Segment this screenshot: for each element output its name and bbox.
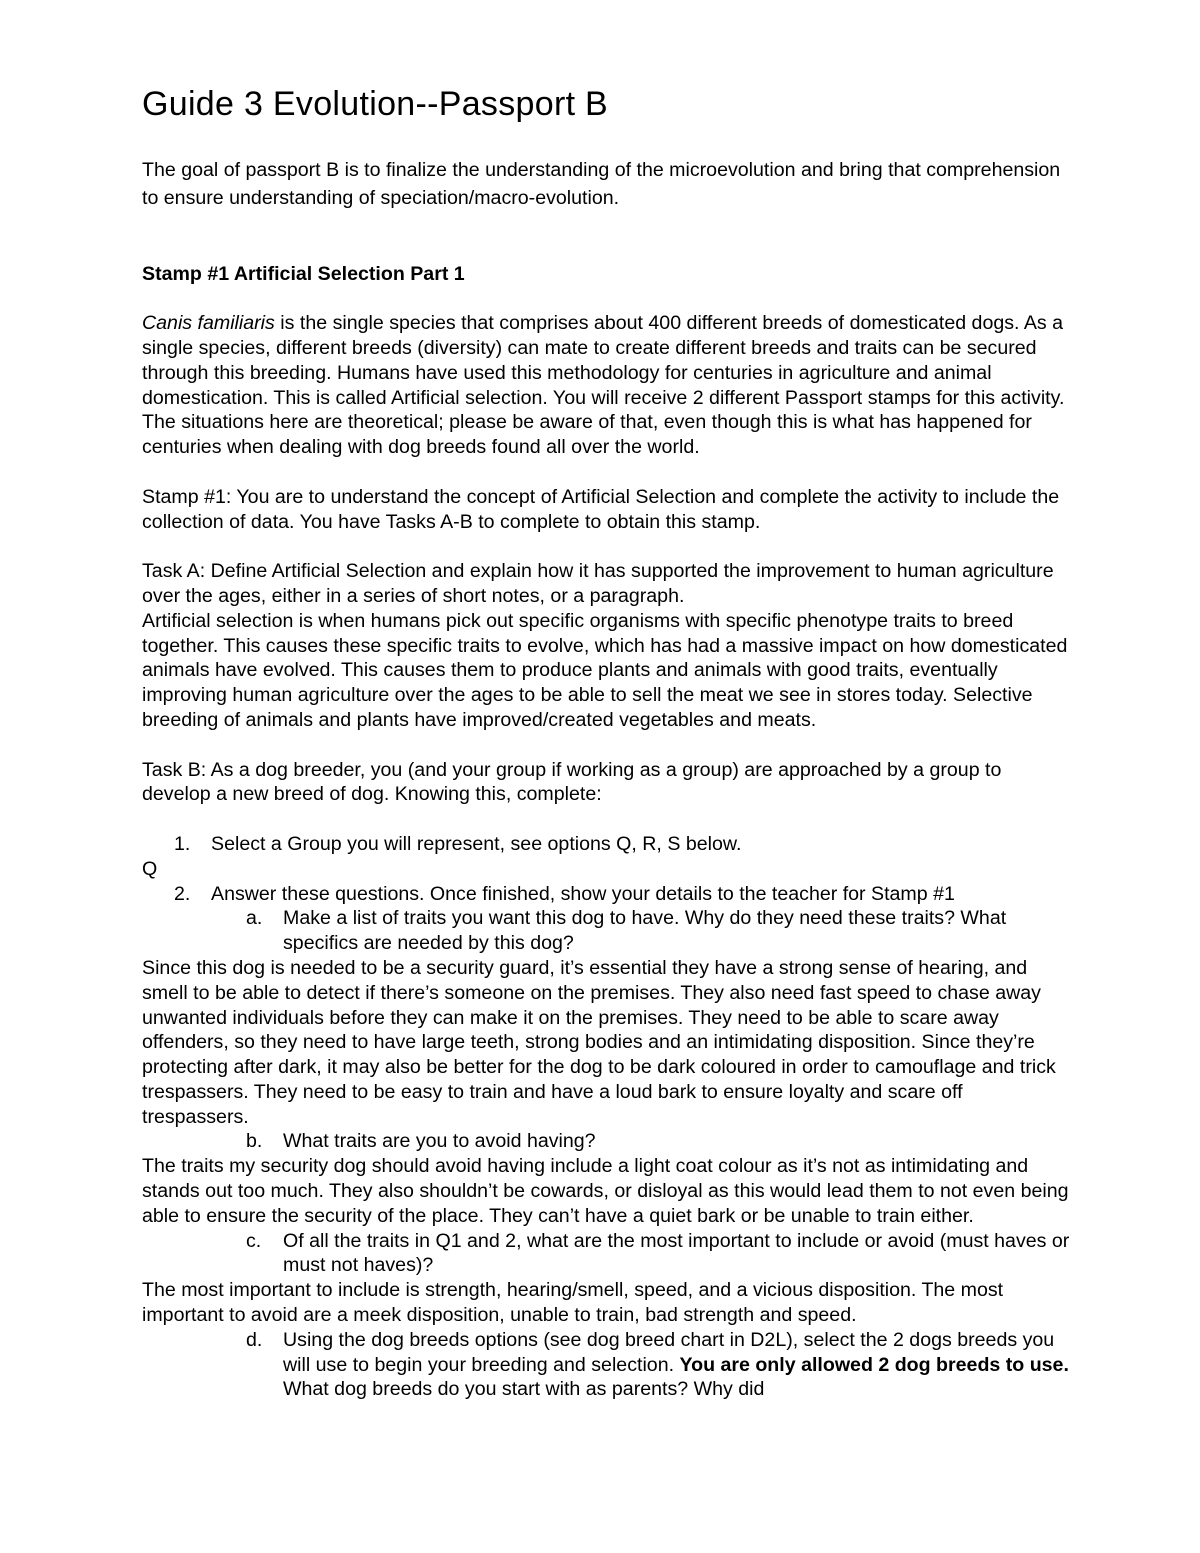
sub-question: Of all the traits in Q1 and 2, what are the most important to include or avoid (must haves or must not haves)? [283,1229,1070,1277]
sub-letter: b. [246,1130,263,1153]
task-a-prompt: Task A: Define Artificial Selection and explain how it has supported the improvement to human agriculture over the ages, either in a series of short notes, or a paragraph. [142,560,1054,607]
list-text: Select a Group you will represent, see options Q, R, S below. [211,832,742,855]
document-title: Guide 3 Evolution--Passport B [142,85,609,123]
sub-question: What traits are you to avoid having? [283,1130,596,1153]
canis-paragraph-text: is the single species that comprises about 400 different breeds of domesticated dogs. As a single species, different breeds (diversity) can mate to create different breeds and traits can be secured through this breeding. Humans have used this methodology for centuries in agriculture and animal domestication. This is called Artificial selection. You will receive 2 different Passport stamps for this activity. The situations here are theoretical; please be aware of that, even though this is what has happened for centuries when dealing with dog breeds found all over the world. [142,312,1065,459]
task-a-answer: Artificial selection is when humans pick out specific organisms with specific phenotype traits to breed together. This causes these specific traits to evolve, which has had a massive impact on how domesticated animals have evolved. This causes them to produce plants and animals with good traits, eventually improving human agriculture over the ages to be able to sell the meat we see in stores today. Selective breeding of animals and plants have improved/created vegetables and meats. [142,609,1068,731]
sub-item-a [142,906,1072,956]
task-b-prompt: Task B: As a dog breeder, you (and your group if working as a group) are approached by a group to develop a new breed of dog. Knowing this, complete: [142,758,1002,806]
document-body [142,84,1072,1402]
sub-d-question-end: What dog breeds do you start with as parents? Why did [283,1378,765,1401]
list-text: Answer these questions. Once finished, show your details to the teacher for Stamp #1 [211,882,955,905]
canis-paragraph [142,311,1072,460]
sub-letter: a. [246,907,263,930]
sub-question [283,1329,1069,1401]
sub-c-answer: The most important to include is strength, hearing/smell, speed, and a vicious disposition. The most important to avoid are a meek disposition, unable to train, bad strength and speed. [142,1279,1004,1327]
stamp1-paragraph: Stamp #1: You are to understand the concept of Artificial Selection and complete the activity to include the collection of data. You have Tasks A-B to complete to obtain this stamp. [142,485,1060,533]
sub-d-question-bold: You are only allowed 2 dog breeds to use. [679,1353,1069,1376]
sub-item-c [142,1229,1072,1279]
stamp1-heading: Stamp #1 Artificial Selection Part 1 [142,262,465,285]
sub-item-b [142,1129,1072,1154]
list-item-2 [142,882,1072,907]
sub-letter: c. [246,1229,262,1252]
list-number: 1. [174,832,191,855]
group-answer: Q [142,857,158,880]
sub-a-answer: Since this dog is needed to be a security guard, it’s essential they have a strong sense of hearing, and smell to be able to detect if there’s someone on the premises. They also need fast speed to chase away unwanted individuals before they can make it on the premises. They need to be able to scare away offenders, so they need to have large teeth, strong bodies and an intimidating disposition. Since they’re protecting after dark, it may also be better for the dog to be dark coloured in order to camouflage and trick trespassers. They need to be easy to train and have a loud bark to ensure loyalty and scare off trespassers. [142,956,1056,1128]
list-number: 2. [174,882,191,905]
sub-letter: d. [246,1328,263,1351]
sub-question: Make a list of traits you want this dog to have. Why do they need these traits? What specifics are needed by this dog? [283,907,1007,955]
sub-d-question-start: Using the dog breeds options (see dog breed chart in D2L), select the 2 dogs breeds you will use to begin your breeding and selection. [283,1328,1055,1376]
sub-item-d [142,1328,1072,1402]
species-name: Canis familiaris [142,312,275,335]
sub-b-answer: The traits my security dog should avoid having include a light coat colour as it’s not as intimidating and stands out too much. They also shouldn’t be cowards, or disloyal as this would lead them to not even being able to ensure the security of the place. They can’t have a quiet bark or be unable to train either. [142,1155,1069,1227]
list-item-1 [142,832,1072,857]
intro-paragraph: The goal of passport B is to finalize the understanding of the microevolution and bring that comprehension to ensure understanding of speciation/macro-evolution. [142,159,1061,209]
